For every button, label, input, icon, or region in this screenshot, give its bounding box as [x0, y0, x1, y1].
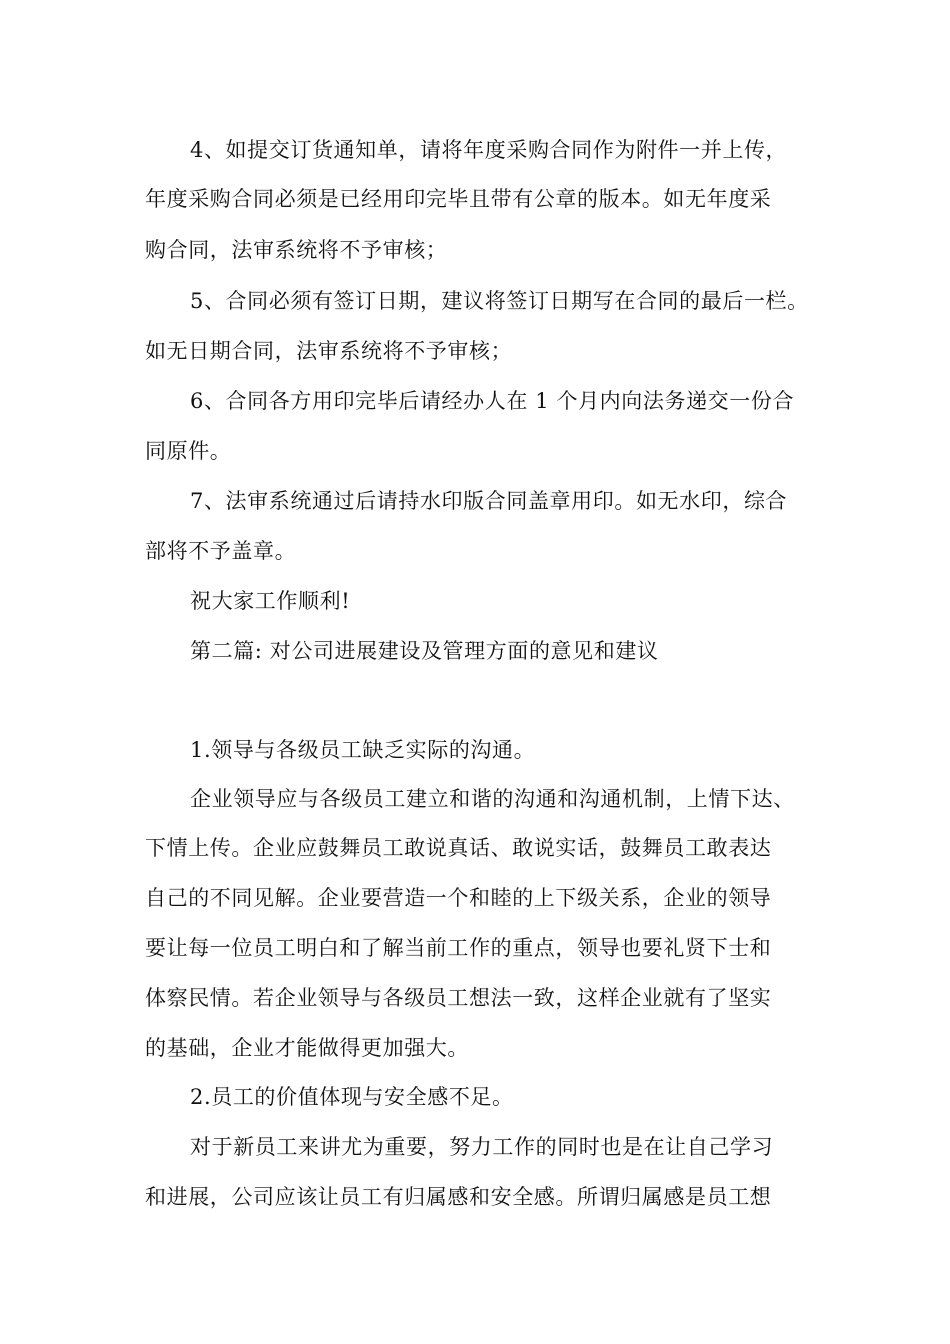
paragraph-item-5-line-1: 5、合同必须有签订日期，建议将签订日期写在合同的最后一栏。 [190, 289, 809, 313]
paragraph-item-7-line-2: 部将不予盖章。 [145, 539, 297, 563]
point-1-body-line-1: 企业领导应与各级员工建立和谐的沟通和沟通机制，上情下达、 [190, 787, 795, 811]
paragraph-item-7-line-1: 7、法审系统通过后请持水印版合同盖章用印。如无水印，综合 [190, 489, 788, 513]
paragraph-item-5-line-2: 如无日期合同，法审系统将不予审核； [145, 339, 513, 363]
point-2-body-line-1: 对于新员工来讲尤为重要，努力工作的同时也是在让自己学习 [190, 1135, 774, 1159]
point-2-heading: 2.员工的价值体现与安全感不足。 [190, 1085, 514, 1109]
closing-greeting: 祝大家工作顺利! [190, 589, 351, 613]
point-1-heading: 1.领导与各级员工缺乏实际的沟通。 [190, 738, 536, 762]
point-1-body-line-2: 下情上传。企业应鼓舞员工敢说真话、敢说实话，鼓舞员工敢表达 [145, 836, 772, 860]
paragraph-item-4-line-2: 年度采购合同必须是已经用印完毕且带有公章的版本。如无年度采 [145, 187, 772, 211]
point-1-body-line-6: 的基础，企业才能做得更加强大。 [145, 1036, 469, 1060]
paragraph-item-4-line-3: 购合同，法审系统将不予审核； [145, 238, 448, 262]
point-1-body-line-4: 要让每一位员工明白和了解当前工作的重点，领导也要礼贤下士和 [145, 936, 772, 960]
point-2-body-line-2: 和进展，公司应该让员工有归属感和安全感。所谓归属感是员工想 [145, 1185, 772, 1209]
point-1-body-line-3: 自己的不同见解。企业要营造一个和睦的上下级关系，企业的领导 [145, 886, 772, 910]
paragraph-item-4-line-1: 4、如提交订货通知单，请将年度采购合同作为附件一并上传， [190, 138, 788, 162]
section-heading: 第二篇: 对公司进展建设及管理方面的意见和建议 [190, 639, 659, 663]
paragraph-item-6-line-2: 同原件。 [145, 439, 232, 463]
paragraph-item-6-line-1: 6、合同各方用印完毕后请经办人在 1 个月内向法务递交一份合 [190, 389, 795, 413]
point-1-body-line-5: 体察民情。若企业领导与各级员工想法一致，这样企业就有了坚实 [145, 986, 772, 1010]
